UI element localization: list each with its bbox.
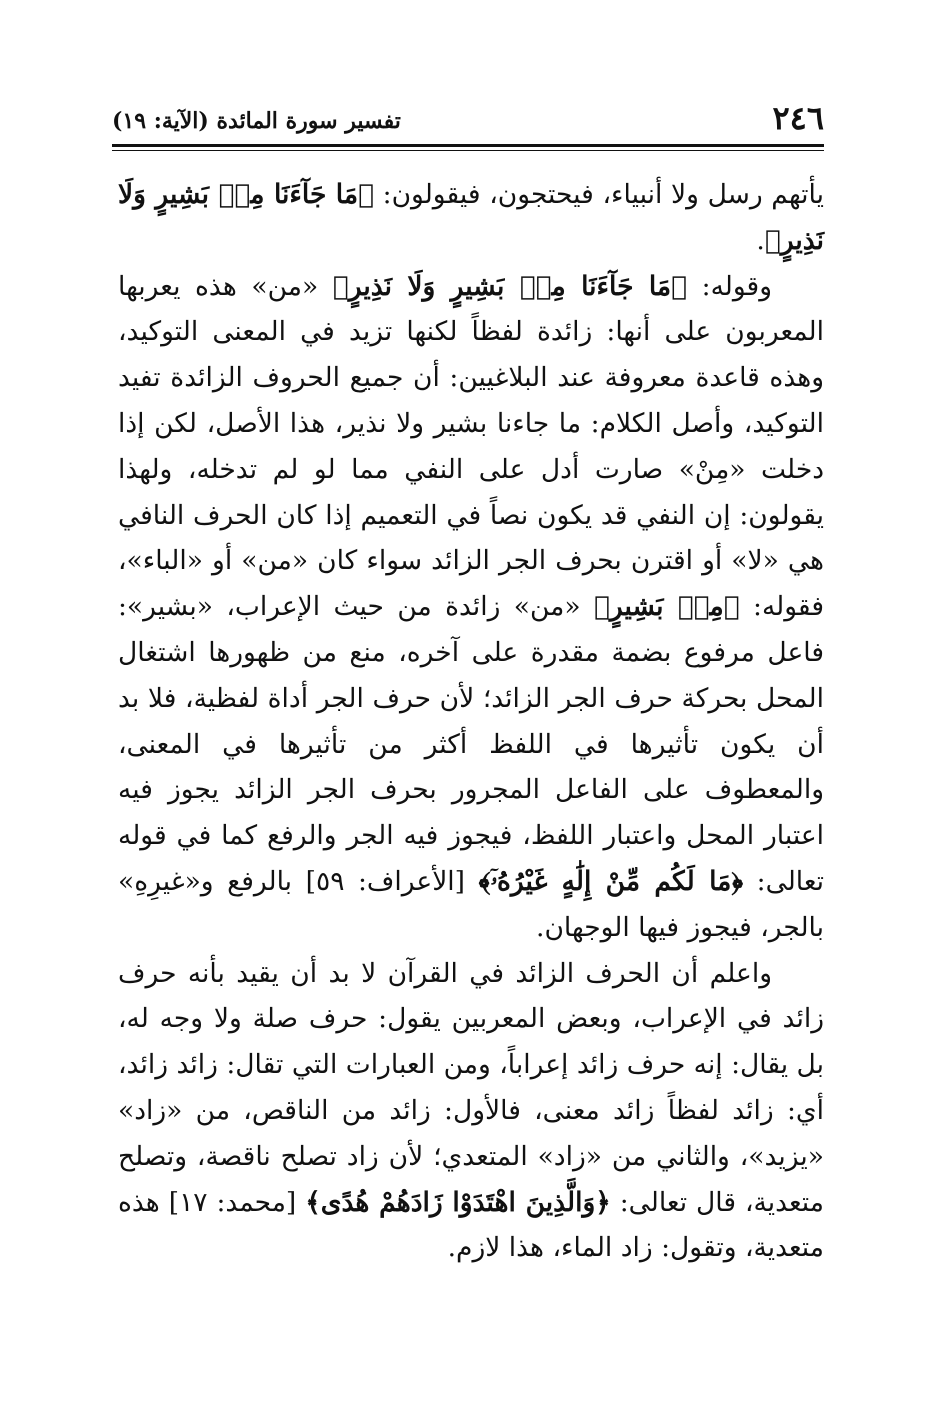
page-number: ٢٤٦ bbox=[772, 99, 824, 137]
running-title: تفسير سورة المائدة (الآية: ١٩) bbox=[112, 108, 401, 134]
text-segment: [الأعراف: ٥٩] بالرفع و«غيرِهِ» بالجر، فيجوز فيها الوجهان. bbox=[118, 865, 824, 943]
text-segment: «من» زائدة من حيث الإعراب، «بشير»: فاعل مرفوع بضمة مقدرة على آخره، منع من ظهورها اشتغال المحل بحركة حرف الجر الزائد؛ لأن حرف الجر أداة لفظية، فلا بد أن يكون تأثيرها في اللفظ أكثر من تأثيرها في المعنى، والمعطوف على الفاعل المجرور بحرف الجر الزائد يجوز فيه اعتبار المحل واعتبار اللفظ، فيجوز فيه الجر والرفع كما في قوله تعالى: bbox=[118, 591, 825, 897]
text-segment: [محمد: ١٧] هذه متعدية، وتقول: زاد الماء، هذا لازم. bbox=[118, 1186, 824, 1264]
text-segment: وقوله: bbox=[687, 270, 773, 302]
quran-quote: ﴿مَا جَآءَنَا مِنۢ بَشِيرٍ وَلَا نَذِيرٍ﴾ bbox=[118, 179, 824, 256]
page-header bbox=[112, 96, 824, 144]
header-rule-thin bbox=[112, 150, 824, 151]
text-segment: يأتهم رسل ولا أنبياء، فيحتجون، فيقولون: bbox=[373, 179, 824, 210]
text-segment: . bbox=[756, 224, 765, 256]
quran-quote: ﴿مَا لَكُم مِّنْ إِلَٰهٍ غَيْرُهُۥٓ﴾ bbox=[478, 865, 744, 897]
paragraph-1 bbox=[118, 172, 824, 264]
body-text bbox=[118, 172, 824, 1271]
header-rule-thick bbox=[112, 144, 824, 147]
text-segment: «من» هذه يعربها المعربون على أنها: زائدة لفظاً لكنها تزيد في المعنى التوكيد، وهذه قاعدة معروفة عند البلاغيين: أن جميع الحروف الزائدة تفيد التوكيد، وأصل الكلام: ما جاءنا بشير ولا نذير، هذا الأصل، لكن إذا دخلت «مِنْ» صارت أدل على النفي مما لو لم تدخله، ولهذا يقولون: إن النفي قد يكون نصاً في التعميم إذا كان الحرف النافي هي «لا» أو اقترن بحرف الجر الزائد سواء كان «من» أو «الباء»، فقوله: bbox=[118, 270, 824, 623]
quran-quote: ﴿وَالَّذِينَ اهْتَدَوْا زَادَهُمْ هُدًى﴾ bbox=[305, 1186, 611, 1218]
paragraph-3 bbox=[118, 951, 824, 1272]
quran-quote: ﴿مَا جَآءَنَا مِنۢ بَشِيرٍ وَلَا نَذِيرٍ﴾ bbox=[332, 270, 688, 302]
quran-quote: ﴿مِنۢ بَشِيرٍ﴾ bbox=[593, 591, 740, 623]
text-segment: واعلم أن الحرف الزائد في القرآن لا بد أن يقيد بأنه حرف زائد في الإعراب، وبعض المعربين يقول: حرف صلة ولا وجه له، بل يقال: إنه حرف زائد إعراباً، ومن العبارات التي تقال: زائد زائد، أي: زائد لفظاً زائد معنى، فالأول: زائد من الناقص، من «زاد» «يزيد»، والثاني من «زاد» المتعدي؛ لأن زاد تصلح ناقصة، وتصلح متعدية، قال تعالى: bbox=[118, 957, 824, 1218]
paragraph-2 bbox=[118, 264, 824, 951]
